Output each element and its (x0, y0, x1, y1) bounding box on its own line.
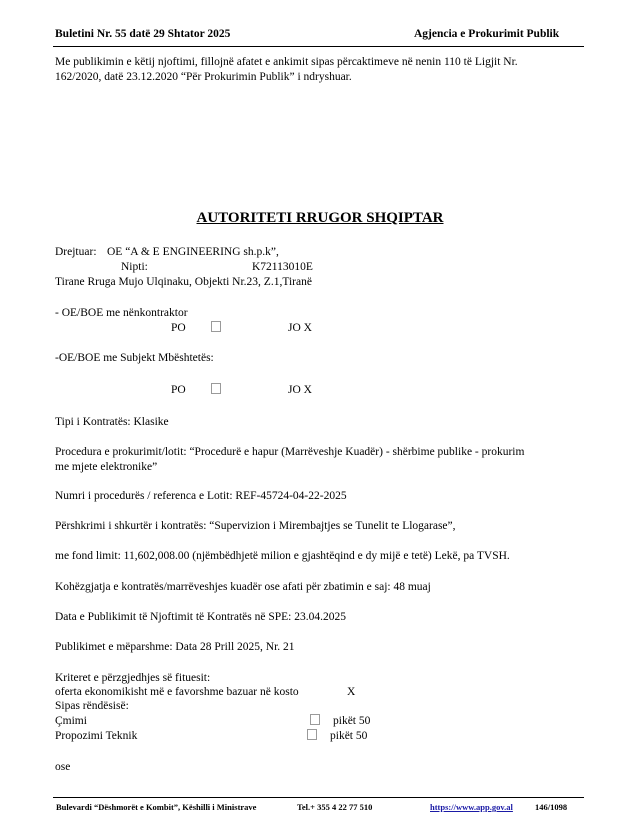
procedure-line-2: me mjete elektronike” (55, 461, 158, 473)
subcontractor-jo: JO X (288, 322, 312, 334)
criteria-offer-mark: X (347, 686, 356, 698)
subcontractor-po-checkbox (211, 321, 221, 335)
criteria-row-price-checkbox (310, 714, 320, 728)
criteria-row-price-points: pikët 50 (333, 715, 371, 727)
support-entity-po: PO (171, 384, 186, 396)
authority-title: AUTORITETI RRUGOR SHQIPTAR (196, 210, 444, 226)
footer-page-number: 146/1098 (535, 802, 568, 812)
winner-address: Tirane Rruga Mujo Ulqinaku, Objekti Nr.23, Z.1,Tiranë (55, 276, 312, 288)
criteria-row-technical-label: Propozimi Teknik (55, 730, 138, 742)
nipt-value: K72113010E (252, 261, 313, 273)
fund-limit: me fond limit: 11,602,008.00 (njëmbëdhjetë milion e gjashtëqind e dy mijë e tetë) Lekë, pa TVSH. (55, 550, 510, 562)
criteria-ose: ose (55, 761, 71, 773)
publication-date: Data e Publikimit të Njoftimit të Kontratës në SPE: 23.04.2025 (55, 611, 346, 623)
support-entity-po-checkbox (211, 383, 221, 397)
subcontractor-label: - OE/BOE me nënkontraktor (55, 307, 188, 319)
footer-phone: Tel.+ 355 4 22 77 510 (297, 802, 373, 812)
intro-line-2: 162/2020, datë 23.12.2020 “Për Prokurimin Publik” i ndryshuar. (55, 71, 352, 83)
criteria-row-technical-checkbox (307, 729, 317, 743)
header-divider (53, 46, 584, 47)
footer-address: Bulevardi “Dëshmorët e Kombit”, Këshilli i Ministrave (56, 802, 257, 812)
intro-line-1: Me publikimin e këtij njoftimi, fillojnë afatet e ankimit sipas përcaktimeve në nenin 110 të Ligjit Nr. (55, 56, 518, 68)
agency-header: Agjencia e Prokurimit Publik (414, 28, 560, 40)
criteria-importance: Sipas rëndësisë: (55, 700, 129, 712)
criteria-offer: oferta ekonomikisht më e favorshme bazuar në kosto (55, 686, 299, 698)
nipt-label: Nipti: (121, 261, 148, 273)
criteria-heading: Kriteret e përzgjedhjes së fituesit: (55, 672, 211, 684)
criteria-row-price-label: Çmimi (55, 715, 87, 727)
support-entity-jo: JO X (288, 384, 312, 396)
footer-divider (53, 797, 584, 798)
bulletin-issue-header: Buletini Nr. 55 datë 29 Shtator 2025 (55, 28, 231, 40)
addressee-label: Drejtuar: (55, 246, 97, 258)
procedure-reference: Numri i procedurës / referenca e Lotit: REF-45724-04-22-2025 (55, 490, 347, 502)
contract-type: Tipi i Kontratës: Klasike (55, 416, 169, 428)
support-entity-label: -OE/BOE me Subjekt Mbështetës: (55, 352, 214, 364)
subcontractor-po-label: PO (171, 322, 186, 334)
contract-duration: Kohëzgjatja e kontratës/marrëveshjes kuadër ose afati për zbatimin e saj: 48 muaj (55, 581, 431, 593)
subcontractor-po (171, 321, 186, 335)
footer-website-link[interactable]: https://www.app.gov.al (430, 802, 513, 812)
criteria-row-technical-points: pikët 50 (330, 730, 368, 742)
contract-description: Përshkrimi i shkurtër i kontratës: “Supervizion i Mirembajtjes se Tunelit te Llogarase”, (55, 520, 456, 532)
winner-name: OE “A & E ENGINEERING sh.p.k”, (107, 246, 279, 258)
previous-publications: Publikimet e mëparshme: Data 28 Prill 2025, Nr. 21 (55, 641, 295, 653)
procedure-line-1: Procedura e prokurimit/lotit: “Procedurë e hapur (Marrëveshje Kuadër) - shërbime publike - prokurim (55, 446, 525, 458)
